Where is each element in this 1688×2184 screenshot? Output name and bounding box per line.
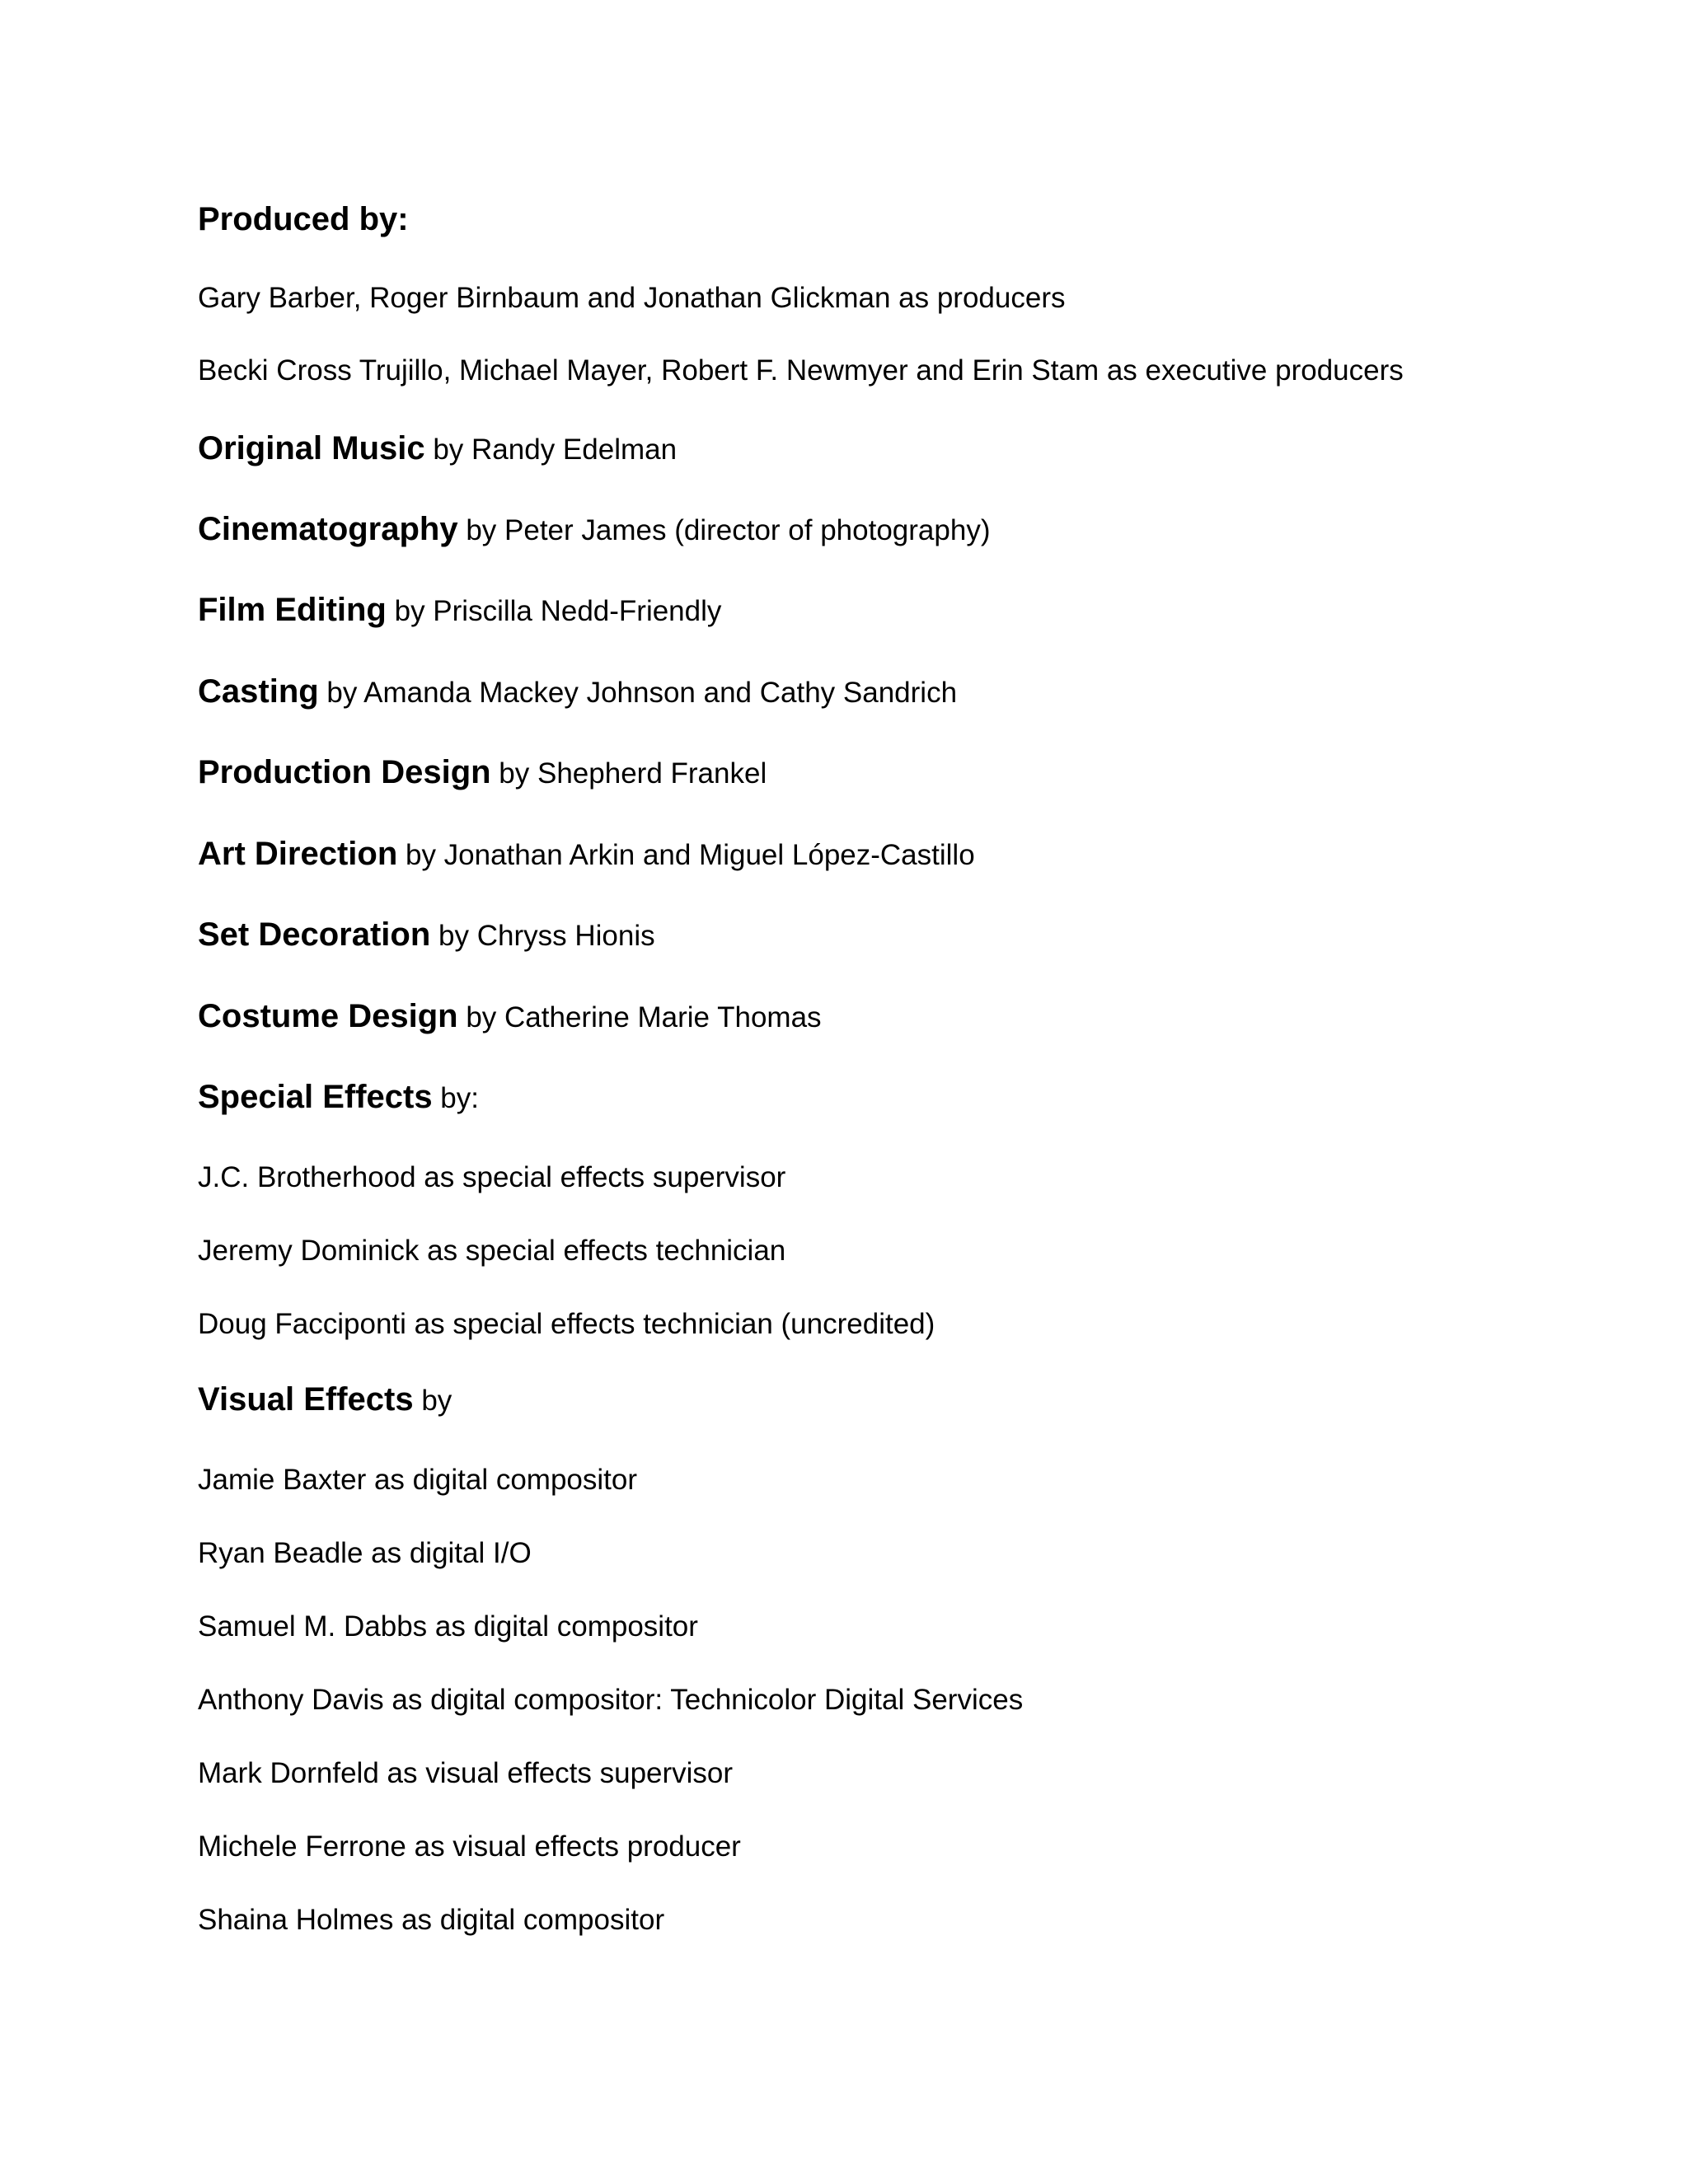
visual-effects-credit-line: Ryan Beadle as digital I/O	[198, 1537, 532, 1569]
art-direction-line	[198, 837, 975, 870]
casting-credit: by Amanda Mackey Johnson and Cathy Sandrich	[318, 677, 958, 709]
costume-design-line	[198, 1000, 822, 1033]
original-music-heading: Original Music	[198, 430, 425, 466]
production-design-credit: by Shepherd Frankel	[490, 757, 767, 790]
visual-effects-line	[198, 1383, 452, 1416]
original-music-line	[198, 432, 677, 465]
cinematography-line	[198, 513, 990, 546]
visual-effects-credit-line: Mark Dornfeld as visual effects supervisor	[198, 1757, 734, 1789]
art-direction-heading: Art Direction	[198, 836, 398, 872]
special-effects-credit-line: J.C. Brotherhood as special effects supervisor	[198, 1161, 786, 1193]
visual-effects-credit-line: Anthony Davis as digital compositor: Technicolor Digital Services	[198, 1684, 1024, 1716]
cinematography-heading: Cinematography	[198, 511, 458, 547]
production-design-heading: Production Design	[198, 754, 491, 790]
visual-effects-credit-line: Samuel M. Dabbs as digital compositor	[198, 1610, 698, 1643]
film-editing-line	[198, 593, 721, 626]
visual-effects-credit-line: Michele Ferrone as visual effects producer	[198, 1830, 741, 1863]
production-design-line	[198, 756, 767, 789]
casting-line	[198, 675, 957, 708]
special-effects-credit-line: Doug Facciponti as special effects technician (uncredited)	[198, 1308, 935, 1340]
visual-effects-heading: Visual Effects	[198, 1381, 414, 1418]
produced-by-heading: Produced by:	[198, 201, 409, 237]
original-music-credit: by Randy Edelman	[424, 434, 678, 466]
visual-effects-credit-line: Shaina Holmes as digital compositor	[198, 1904, 665, 1936]
set-decoration-heading: Set Decoration	[198, 916, 431, 953]
set-decoration-credit: by Chryss Hionis	[430, 920, 655, 952]
film-editing-credit: by Priscilla Nedd-Friendly	[386, 595, 722, 627]
special-effects-by: by:	[432, 1082, 479, 1114]
producer-line: Gary Barber, Roger Birnbaum and Jonathan Glickman as producers	[198, 282, 1066, 314]
costume-design-credit: by Catherine Marie Thomas	[457, 1001, 822, 1033]
visual-effects-by: by	[413, 1385, 452, 1417]
art-direction-credit: by Jonathan Arkin and Miguel López-Castillo	[397, 839, 975, 871]
produced-by-heading-line	[198, 203, 409, 236]
costume-design-heading: Costume Design	[198, 998, 458, 1034]
cinematography-credit: by Peter James (director of photography)	[457, 514, 991, 546]
special-effects-line	[198, 1080, 479, 1113]
executive-producer-line: Becki Cross Trujillo, Michael Mayer, Robert F. Newmyer and Erin Stam as executive producers	[198, 354, 1404, 387]
set-decoration-line	[198, 918, 655, 951]
special-effects-heading: Special Effects	[198, 1079, 433, 1115]
film-editing-heading: Film Editing	[198, 592, 387, 628]
casting-heading: Casting	[198, 673, 319, 710]
visual-effects-credit-line: Jamie Baxter as digital compositor	[198, 1464, 637, 1496]
special-effects-credit-line: Jeremy Dominick as special effects technician	[198, 1235, 786, 1267]
